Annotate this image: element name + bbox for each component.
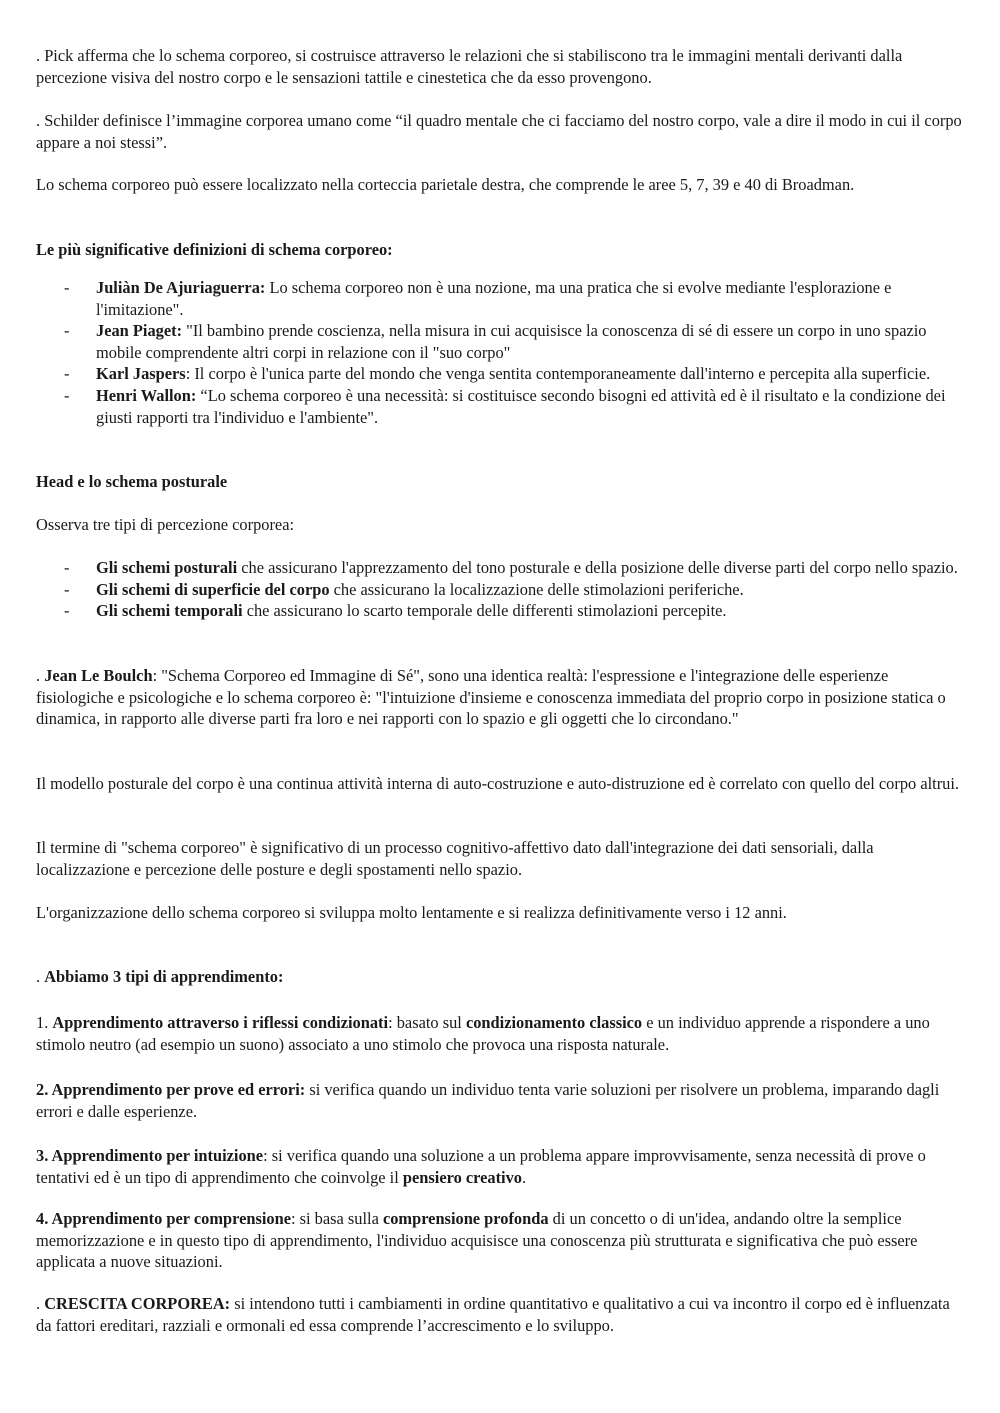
paragraph-learning-1: 1. Apprendimento attraverso i riflessi condizionati: basato sul condizionamento classico e un individuo apprende a rispondere a uno stimolo neutro (ad esempio un suono) associato a uno stimolo che provoca una risposta naturale.	[36, 1013, 930, 1054]
paragraph-learning-3: 3. Apprendimento per intuizione: si verifica quando una soluzione a un problema appare improvvisamente, senza necessità di prove o tentativi ed è un tipo di apprendimento che coinvolge il pensiero creativo.	[36, 1146, 926, 1187]
list-item: - Gli schemi temporali che assicurano lo scarto temporale delle differenti stimolazioni percepite.	[64, 601, 727, 621]
list-item: - Karl Jaspers: Il corpo è l'unica parte del mondo che venga sentita contemporaneamente dall'interno e percepita alla superficie.	[64, 364, 931, 384]
list-item: - Juliàn De Ajuriaguerra: Lo schema corporeo non è una nozione, ma una pratica che si evolve mediante l'esplorazione e l'imitazione".	[64, 278, 892, 319]
scheme-name: Gli schemi posturali	[96, 558, 238, 577]
paragraph-perception-types: Osserva tre tipi di percezione corporea:	[36, 515, 295, 534]
paragraph-learning-4: 4. Apprendimento per comprensione: si basa sulla comprensione profonda di un concetto o di un'idea, andando oltre la semplice memorizzazione e in questo tipo di apprendimento, l'individuo acquisisce una conoscenza più strutturata e significativa che può essere applicata a nuove situazioni.	[36, 1209, 918, 1272]
paragraph-localization: Lo schema corporeo può essere localizzato nella corteccia parietale destra, che comprende le aree 5, 7, 39 e 40 di Broadman.	[36, 175, 855, 194]
paragraph-organization: L'organizzazione dello schema corporeo si sviluppa molto lentamente e si realizza definitivamente verso i 12 anni.	[36, 903, 787, 922]
definitions-list	[64, 277, 964, 428]
heading-head-schema: Head e lo schema posturale	[36, 472, 228, 491]
paragraph-term: Il termine di "schema corporeo" è significativo di un processo cognitivo-affettivo dato dall'integrazione dei dati sensoriali, dalla localizzazione e percezione delle posture e degli spostamenti nello spazio.	[36, 838, 874, 879]
author-name: Karl Jaspers	[96, 364, 186, 384]
list-item: - Henri Wallon: “Lo schema corporeo è una necessità: si costituisce secondo bisogni ed attività ed è il risultato e la condizione dei giusti rapporti tra l'individuo e l'ambiente".	[64, 385, 946, 427]
heading-definitions: Le più significative definizioni di schema corporeo:	[36, 240, 393, 259]
author-name: Juliàn De Ajuriaguerra:	[96, 278, 266, 297]
paragraph-schilder: . Schilder definisce l’immagine corporea umano come “il quadro mentale che ci facciamo del nostro corpo, vale a dire il modo in cui il corpo appare a noi stessi”.	[36, 111, 962, 152]
paragraph-postural-model: Il modello posturale del corpo è una continua attività interna di auto-costruzione e auto-distruzione ed è correlato con quello del corpo altrui.	[36, 774, 960, 793]
list-item: - Gli schemi posturali che assicurano l'apprezzamento del tono posturale e della posizione delle diverse parti del corpo nello spazio.	[64, 558, 958, 577]
scheme-name: Gli schemi temporali	[96, 601, 243, 621]
paragraph-learning-2: 2. Apprendimento per prove ed errori: si verifica quando un individuo tenta varie soluzioni per risolvere un problema, imparando dagli errori e dalle esperienze.	[36, 1080, 940, 1121]
list-item: - Gli schemi di superficie del corpo che assicurano la localizzazione delle stimolazioni periferiche.	[64, 579, 744, 599]
author-name: Jean Piaget:	[96, 321, 183, 341]
paragraph-le-boulch: . Jean Le Boulch: "Schema Corporeo ed Immagine di Sé", sono una identica realtà: l'espressione e l'integrazione delle esperienze fisiologiche e psicologiche e lo schema corporeo è: "l'intuizione d'insieme e conoscenza immediata del proprio corpo in posizione statica o dinamica, in rapporto alle diverse parti fra loro e nei rapporti con lo spazio e gli oggetti che lo circondano."	[36, 666, 946, 729]
list-item: - Jean Piaget: "Il bambino prende coscienza, nella misura in cui acquisisce la conoscenza di sé di essere un corpo in uno spazio mobile comprendente altri corpi in relazione con il "suo corpo"	[64, 321, 927, 362]
author-name: Henri Wallon:	[96, 385, 197, 405]
heading-learning: . Abbiamo 3 tipi di apprendimento:	[36, 967, 284, 986]
paragraph-pick: . Pick afferma che lo schema corporeo, si costruisce attraverso le relazioni che si stabiliscono tra le immagini mentali derivanti dalla percezione visiva del nostro corpo e le sensazioni tattile e cinestetica che da esso provengono.	[36, 46, 903, 87]
scheme-name: Gli schemi di superficie del corpo	[96, 579, 330, 599]
schemes-list	[64, 557, 964, 622]
paragraph-growth: . CRESCITA CORPOREA: si intendono tutti i cambiamenti in ordine quantitativo e qualitativo a cui va incontro il corpo ed è influenzata da fattori ereditari, razziali e ormonali ed essa comprende l’accrescimento e lo sviluppo.	[36, 1294, 950, 1335]
